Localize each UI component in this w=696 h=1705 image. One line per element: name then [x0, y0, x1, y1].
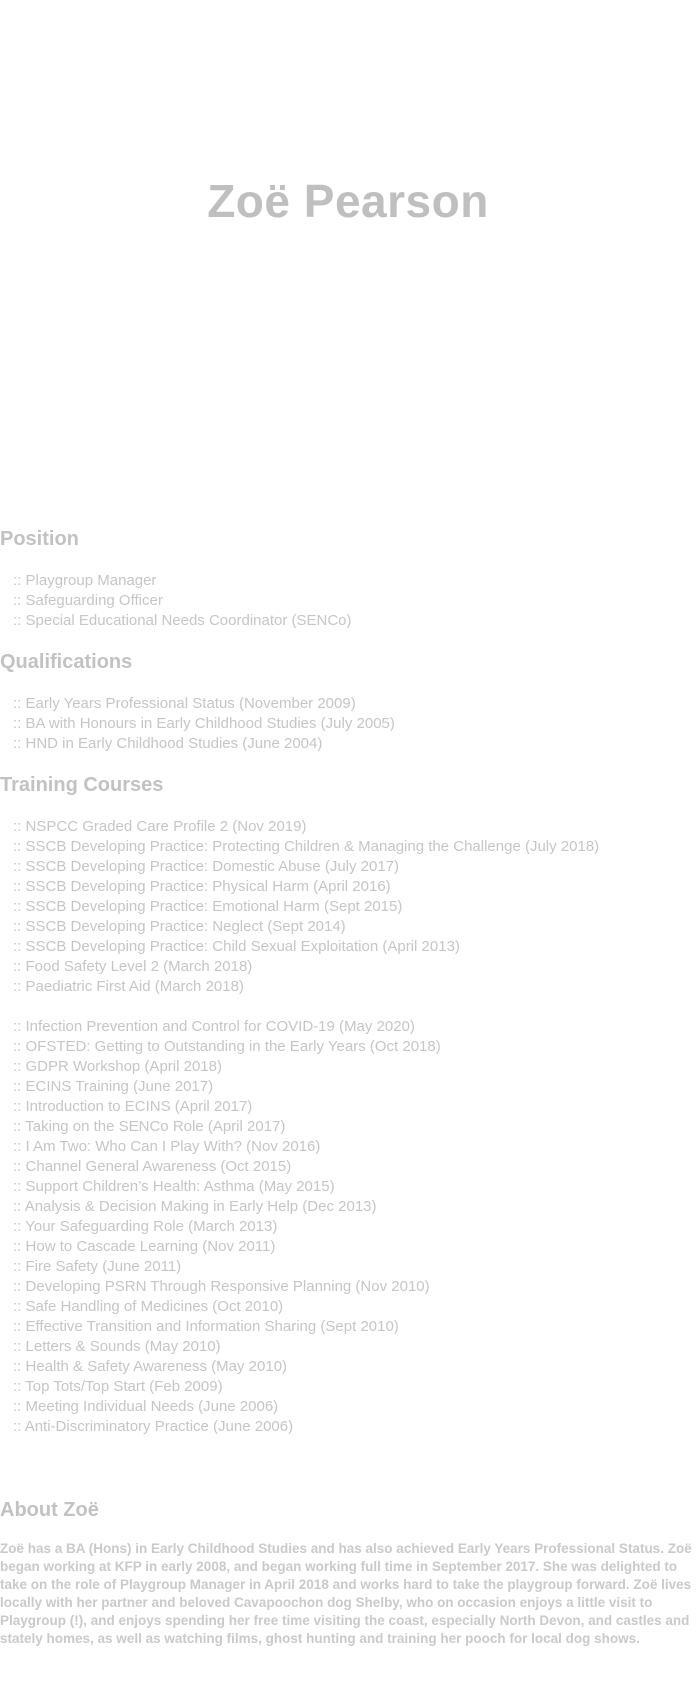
list-item: :: Anti-Discriminatory Practice (June 2006): [13, 1417, 441, 1437]
page-title: Zoë Pearson: [207, 175, 489, 227]
training-heading: Training Courses: [0, 774, 164, 796]
list-item: :: Food Safety Level 2 (March 2018): [13, 957, 599, 977]
about-heading: About Zoë: [0, 1499, 99, 1521]
list-item: :: SSCB Developing Practice: Protecting Children & Managing the Challenge (July 2018): [13, 837, 599, 857]
list-item: :: Meeting Individual Needs (June 2006): [13, 1397, 441, 1417]
about-text: Zoë has a BA (Hons) in Early Childhood Studies and has also achieved Early Years Professional Status. Zoë began working at KFP in early 2008, and began working full time in September 2017. She was delighted to take on the role of Playgroup Manager in April 2018 and works hard to take the playgroup forward. Zoë lives locally with her partner and beloved Cavapoochon dog Shelby, who on occasion enjoys a little visit to Playgroup (!), and enjoys spending her free time visiting the coast, especially North Devon, and castles and stately homes, as well as watching films, ghost hunting and training her pooch for local dog shows.: [0, 1541, 692, 1646]
list-item: :: Fire Safety (June 2011): [13, 1257, 441, 1277]
training-list-safeguarding: [13, 817, 599, 997]
list-item: :: SSCB Developing Practice: Neglect (Sept 2014): [13, 917, 599, 937]
qualifications-heading: Qualifications: [0, 651, 133, 673]
list-item: :: Channel General Awareness (Oct 2015): [13, 1157, 441, 1177]
list-item: :: SSCB Developing Practice: Child Sexual Exploitation (April 2013): [13, 937, 599, 957]
list-item: :: Special Educational Needs Coordinator (SENCo): [13, 611, 352, 631]
list-item: :: NSPCC Graded Care Profile 2 (Nov 2019): [13, 817, 599, 837]
list-item: :: How to Cascade Learning (Nov 2011): [13, 1237, 441, 1257]
list-item: :: GDPR Workshop (April 2018): [13, 1057, 441, 1077]
list-item: :: SSCB Developing Practice: Physical Harm (April 2016): [13, 877, 599, 897]
list-item: :: BA with Honours in Early Childhood Studies (July 2005): [13, 714, 395, 734]
list-item: :: OFSTED: Getting to Outstanding in the Early Years (Oct 2018): [13, 1037, 441, 1057]
list-item: :: Health & Safety Awareness (May 2010): [13, 1357, 441, 1377]
position-list: [13, 571, 352, 631]
list-item: :: Paediatric First Aid (March 2018): [13, 977, 599, 997]
list-item: :: ECINS Training (June 2017): [13, 1077, 441, 1097]
list-item: :: Analysis & Decision Making in Early Help (Dec 2013): [13, 1197, 441, 1217]
list-item: :: Effective Transition and Information Sharing (Sept 2010): [13, 1317, 441, 1337]
list-item: :: Playgroup Manager: [13, 571, 352, 591]
list-item: :: Developing PSRN Through Responsive Planning (Nov 2010): [13, 1277, 441, 1297]
list-item: :: SSCB Developing Practice: Emotional Harm (Sept 2015): [13, 897, 599, 917]
list-item: :: Top Tots/Top Start (Feb 2009): [13, 1377, 441, 1397]
list-item: :: Letters & Sounds (May 2010): [13, 1337, 441, 1357]
list-item: :: Early Years Professional Status (November 2009): [13, 694, 395, 714]
list-item: :: Taking on the SENCo Role (April 2017): [13, 1117, 441, 1137]
list-item: :: Support Children’s Health: Asthma (May 2015): [13, 1177, 441, 1197]
list-item: :: Infection Prevention and Control for COVID-19 (May 2020): [13, 1017, 441, 1037]
list-item: :: Safeguarding Officer: [13, 591, 352, 611]
list-item: :: Safe Handling of Medicines (Oct 2010): [13, 1297, 441, 1317]
qualifications-list: [13, 694, 395, 754]
list-item: :: Your Safeguarding Role (March 2013): [13, 1217, 441, 1237]
training-list-other: [13, 1017, 441, 1437]
list-item: :: SSCB Developing Practice: Domestic Abuse (July 2017): [13, 857, 599, 877]
list-item: :: HND in Early Childhood Studies (June 2004): [13, 734, 395, 754]
position-heading: Position: [0, 528, 79, 550]
list-item: :: Introduction to ECINS (April 2017): [13, 1097, 441, 1117]
list-item: :: I Am Two: Who Can I Play With? (Nov 2016): [13, 1137, 441, 1157]
